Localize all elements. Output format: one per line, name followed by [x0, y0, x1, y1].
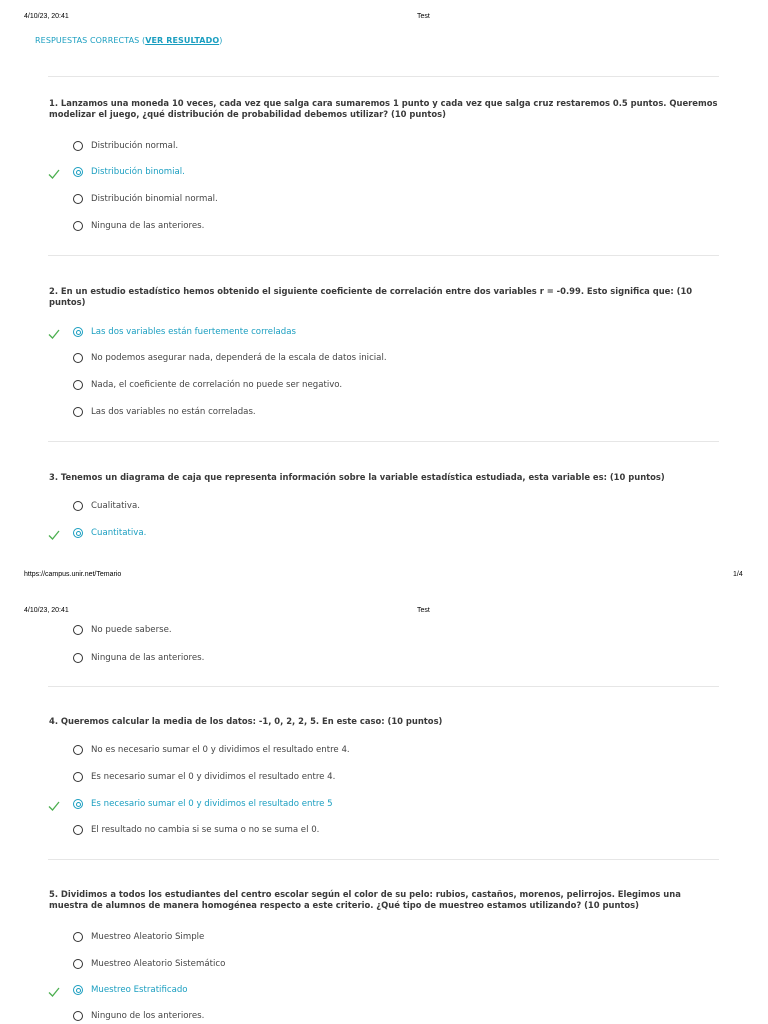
question-1-text: 1. Lanzamos una moneda 10 veces, cada vez que salga cara sumaremos 1 punto y cada vez que salga cruz restaremos 0.5 puntos. Queremos modelizar el juego, ¿qué distribución de probabilidad debemos utilizar? (10 puntos) [49, 98, 718, 119]
radio-selected-icon[interactable] [73, 985, 83, 995]
question-5-text: 5. Dividimos a todos los estudiantes del centro escolar según el color de su pelo: rubios, castaños, morenos, pelirrojos. Elegimos una muestra de alumnos de manera homogénea respecto a este criterio. ¿Qué tipo de muestreo estamos utilizando? (10 puntos) [49, 889, 681, 910]
radio-icon[interactable] [73, 1011, 83, 1021]
page-number: 1/4 [733, 571, 743, 578]
divider [48, 255, 719, 256]
radio-icon[interactable] [73, 407, 83, 417]
print-date: 4/10/23, 20:41 [24, 13, 69, 20]
results-line [35, 36, 222, 45]
radio-icon[interactable] [73, 221, 83, 231]
q4-option-1[interactable]: No es necesario sumar el 0 y dividimos el resultado entre 4. [73, 743, 350, 757]
q3-option-1[interactable]: Cualitativa. [73, 499, 140, 513]
q2-option-2[interactable]: No podemos asegurar nada, dependerá de la escala de datos inicial. [73, 351, 387, 365]
q4-option-4[interactable]: El resultado no cambia si se suma o no se suma el 0. [73, 823, 319, 837]
print-title: Test [417, 607, 430, 614]
question-2-text: 2. En un estudio estadístico hemos obtenido el siguiente coeficiente de correlación entre dos variables r = -0.99. Esto significa que: (10 puntos) [49, 286, 693, 307]
q1-option-4[interactable]: Ninguna de las anteriores. [73, 219, 204, 233]
divider [48, 76, 719, 77]
radio-selected-icon[interactable] [73, 327, 83, 337]
q5-option-3[interactable]: Muestreo Estratificado [73, 983, 188, 997]
radio-selected-icon[interactable] [73, 528, 83, 538]
q1-option-1[interactable]: Distribución normal. [73, 139, 178, 153]
radio-icon[interactable] [73, 194, 83, 204]
divider [48, 859, 719, 860]
q1-option-3[interactable]: Distribución binomial normal. [73, 192, 218, 206]
q4-option-3[interactable]: Es necesario sumar el 0 y dividimos el resultado entre 5 [73, 797, 333, 811]
question-3-text: 3. Tenemos un diagrama de caja que representa información sobre la variable estadística estudiada, esta variable es: (10 puntos) [49, 472, 665, 482]
print-title: Test [417, 13, 430, 20]
radio-icon[interactable] [73, 141, 83, 151]
print-date: 4/10/23, 20:41 [24, 607, 69, 614]
q5-option-1[interactable]: Muestreo Aleatorio Simple [73, 930, 204, 944]
divider [48, 686, 719, 687]
radio-icon[interactable] [73, 653, 83, 663]
q3-option-2[interactable]: Cuantitativa. [73, 526, 146, 540]
results-prefix: RESPUESTAS CORRECTAS ( [35, 36, 146, 45]
q2-option-4[interactable]: Las dos variables no están correladas. [73, 405, 256, 419]
check-icon [47, 167, 61, 181]
radio-icon[interactable] [73, 772, 83, 782]
q4-option-2[interactable]: Es necesario sumar el 0 y dividimos el resultado entre 4. [73, 770, 335, 784]
print-url: https://campus.unir.net/Temario [24, 571, 122, 578]
radio-icon[interactable] [73, 825, 83, 835]
divider [48, 441, 719, 442]
q3-option-4[interactable]: Ninguna de las anteriores. [73, 651, 204, 665]
radio-icon[interactable] [73, 353, 83, 363]
radio-icon[interactable] [73, 625, 83, 635]
q3-option-3[interactable]: No puede saberse. [73, 623, 172, 637]
q5-option-4[interactable]: Ninguno de los anteriores. [73, 1009, 204, 1023]
check-icon [47, 985, 61, 999]
q1-option-2[interactable]: Distribución binomial. [73, 165, 185, 179]
radio-icon[interactable] [73, 745, 83, 755]
question-4-text: 4. Queremos calcular la media de los datos: -1, 0, 2, 2, 5. En este caso: (10 puntos) [49, 716, 443, 726]
radio-icon[interactable] [73, 959, 83, 969]
q5-option-2[interactable]: Muestreo Aleatorio Sistemático [73, 957, 225, 971]
check-icon [47, 327, 61, 341]
radio-selected-icon[interactable] [73, 167, 83, 177]
view-result-link[interactable]: VER RESULTADO [145, 36, 220, 45]
check-icon [47, 799, 61, 813]
radio-icon[interactable] [73, 380, 83, 390]
radio-icon[interactable] [73, 501, 83, 511]
results-suffix: ) [219, 36, 223, 45]
q2-option-3[interactable]: Nada, el coeficiente de correlación no puede ser negativo. [73, 378, 342, 392]
q2-option-1[interactable]: Las dos variables están fuertemente correladas [73, 325, 296, 339]
radio-selected-icon[interactable] [73, 799, 83, 809]
check-icon [47, 528, 61, 542]
radio-icon[interactable] [73, 932, 83, 942]
